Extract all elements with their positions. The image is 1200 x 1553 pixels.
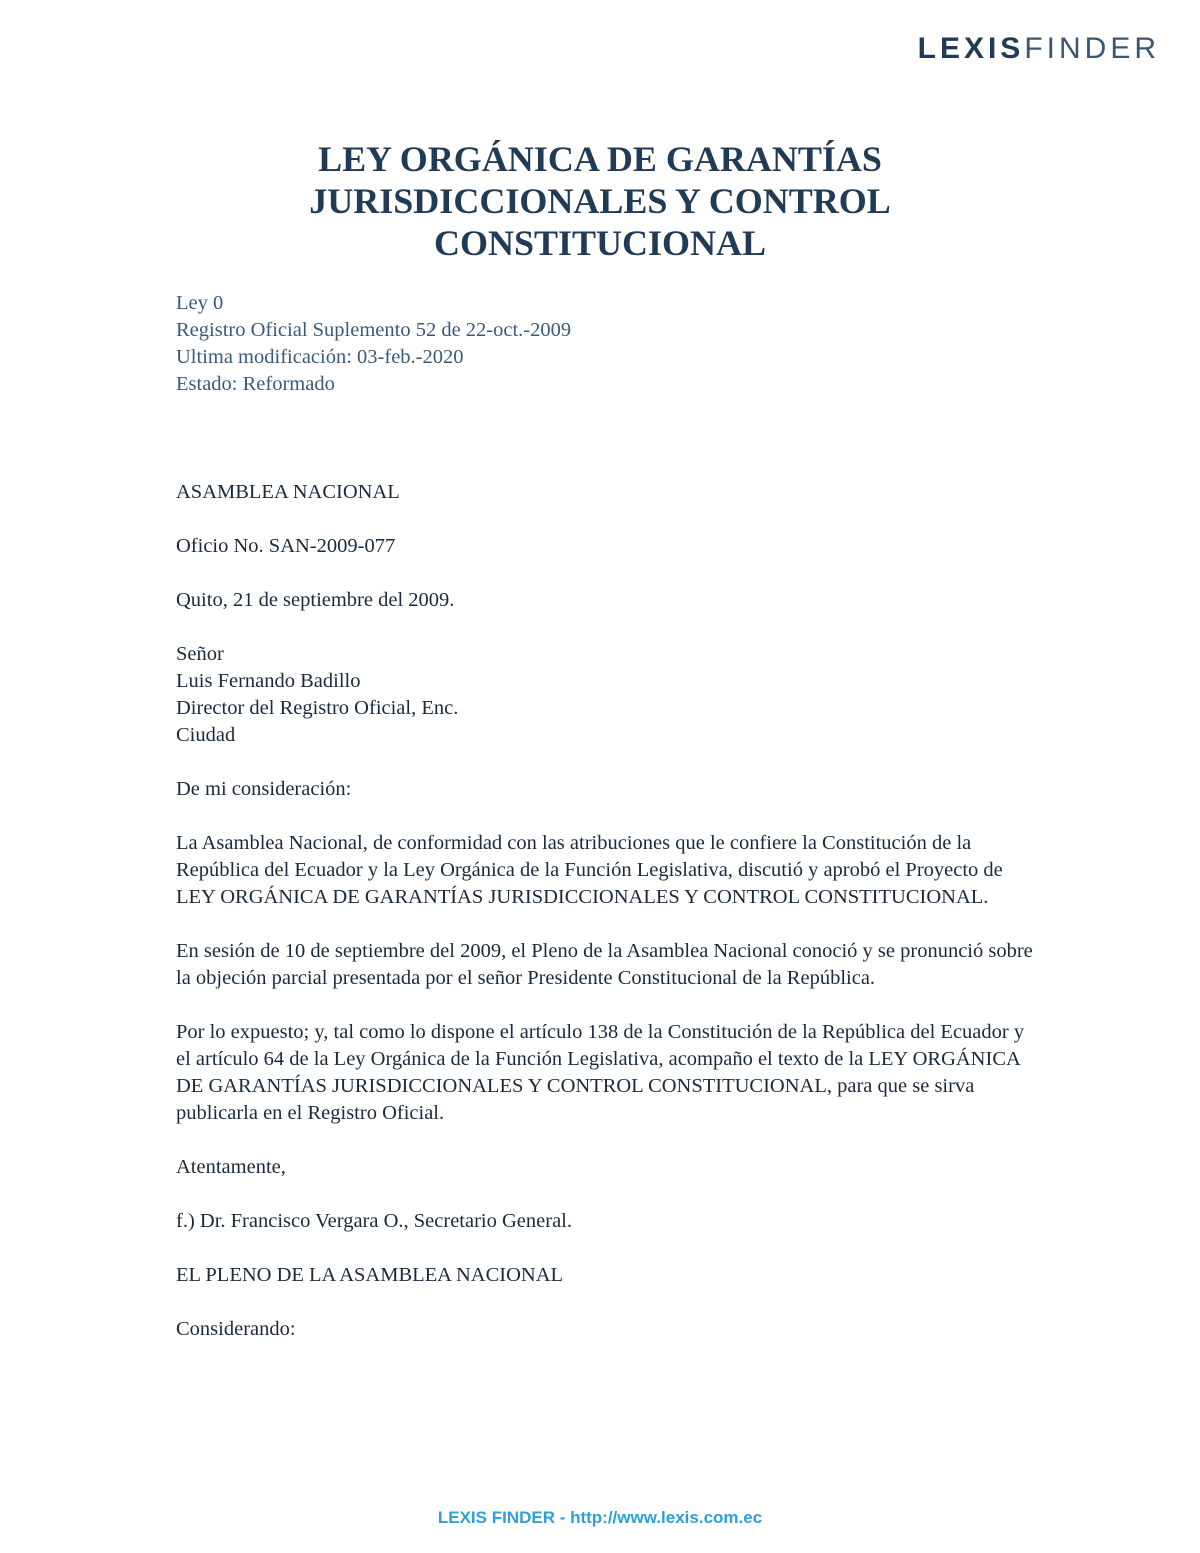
logo-part-lexis: LEXIS [917, 32, 1025, 65]
closing: Atentamente, [176, 1156, 286, 1178]
body-paragraph: En sesión de 10 de septiembre del 2009, el Pleno de la Asamblea Nacional conoció y se pronunció sobre la objeción parcial presentada por el señor Presidente Constitucional de la República. [176, 940, 1033, 989]
last-modification: Ultima modificación: 03-feb.-2020 [176, 346, 464, 368]
considering-heading: Considerando: [176, 1318, 296, 1340]
document-body [176, 290, 1036, 1343]
footer-link-text: LEXIS FINDER - http://www.lexis.com.ec [437, 1508, 763, 1527]
logo-part-finder: FINDER [1024, 32, 1160, 65]
law-number: Ley 0 [176, 292, 224, 314]
plenary-heading: EL PLENO DE LA ASAMBLEA NACIONAL [176, 1264, 564, 1286]
addressee-line: Señor [176, 643, 224, 665]
title-line-1: LEY ORGÁNICA DE GARANTÍAS [318, 139, 882, 179]
signature: f.) Dr. Francisco Vergara O., Secretario General. [176, 1210, 572, 1232]
law-metadata [176, 290, 1036, 398]
addressee-line: Luis Fernando Badillo [176, 670, 361, 692]
law-status: Estado: Reformado [176, 373, 335, 395]
official-registry: Registro Oficial Suplemento 52 de 22-oct.-2009 [176, 319, 572, 341]
title-line-2: JURISDICCIONALES Y CONTROL [309, 181, 891, 221]
body-paragraph: Por lo expuesto; y, tal como lo dispone el artículo 138 de la Constitución de la República del Ecuador y el artículo 64 de la Ley Orgánica de la Función Legislativa, acompaño el texto de la LEY ORGÁNICA DE GARANTÍAS JURISDICCIONALES Y CONTROL CONSTITUCIONAL, para que se sirva publicarla en el Registro Oficial. [176, 1021, 1025, 1124]
office-number: Oficio No. SAN-2009-077 [176, 535, 396, 557]
addressee-line: Director del Registro Oficial, Enc. [176, 697, 459, 719]
addressee-line: Ciudad [176, 724, 236, 746]
title-line-3: CONSTITUCIONAL [433, 223, 767, 263]
letter-date: Quito, 21 de septiembre del 2009. [176, 589, 455, 611]
body-paragraph: La Asamblea Nacional, de conformidad con las atribuciones que le confiere la Constitución de la República del Ecuador y la Ley Orgánica de la Función Legislativa, discutió y aprobó el Proyecto de LEY ORGÁNICA DE GARANTÍAS JURISDICCIONALES Y CONTROL CONSTITUCIONAL. [176, 832, 1003, 908]
salutation: De mi consideración: [176, 778, 352, 800]
assembly-heading: ASAMBLEA NACIONAL [176, 481, 400, 503]
addressee-block [176, 641, 1036, 749]
document-title [0, 138, 1200, 264]
lexis-finder-logo [918, 32, 1160, 66]
